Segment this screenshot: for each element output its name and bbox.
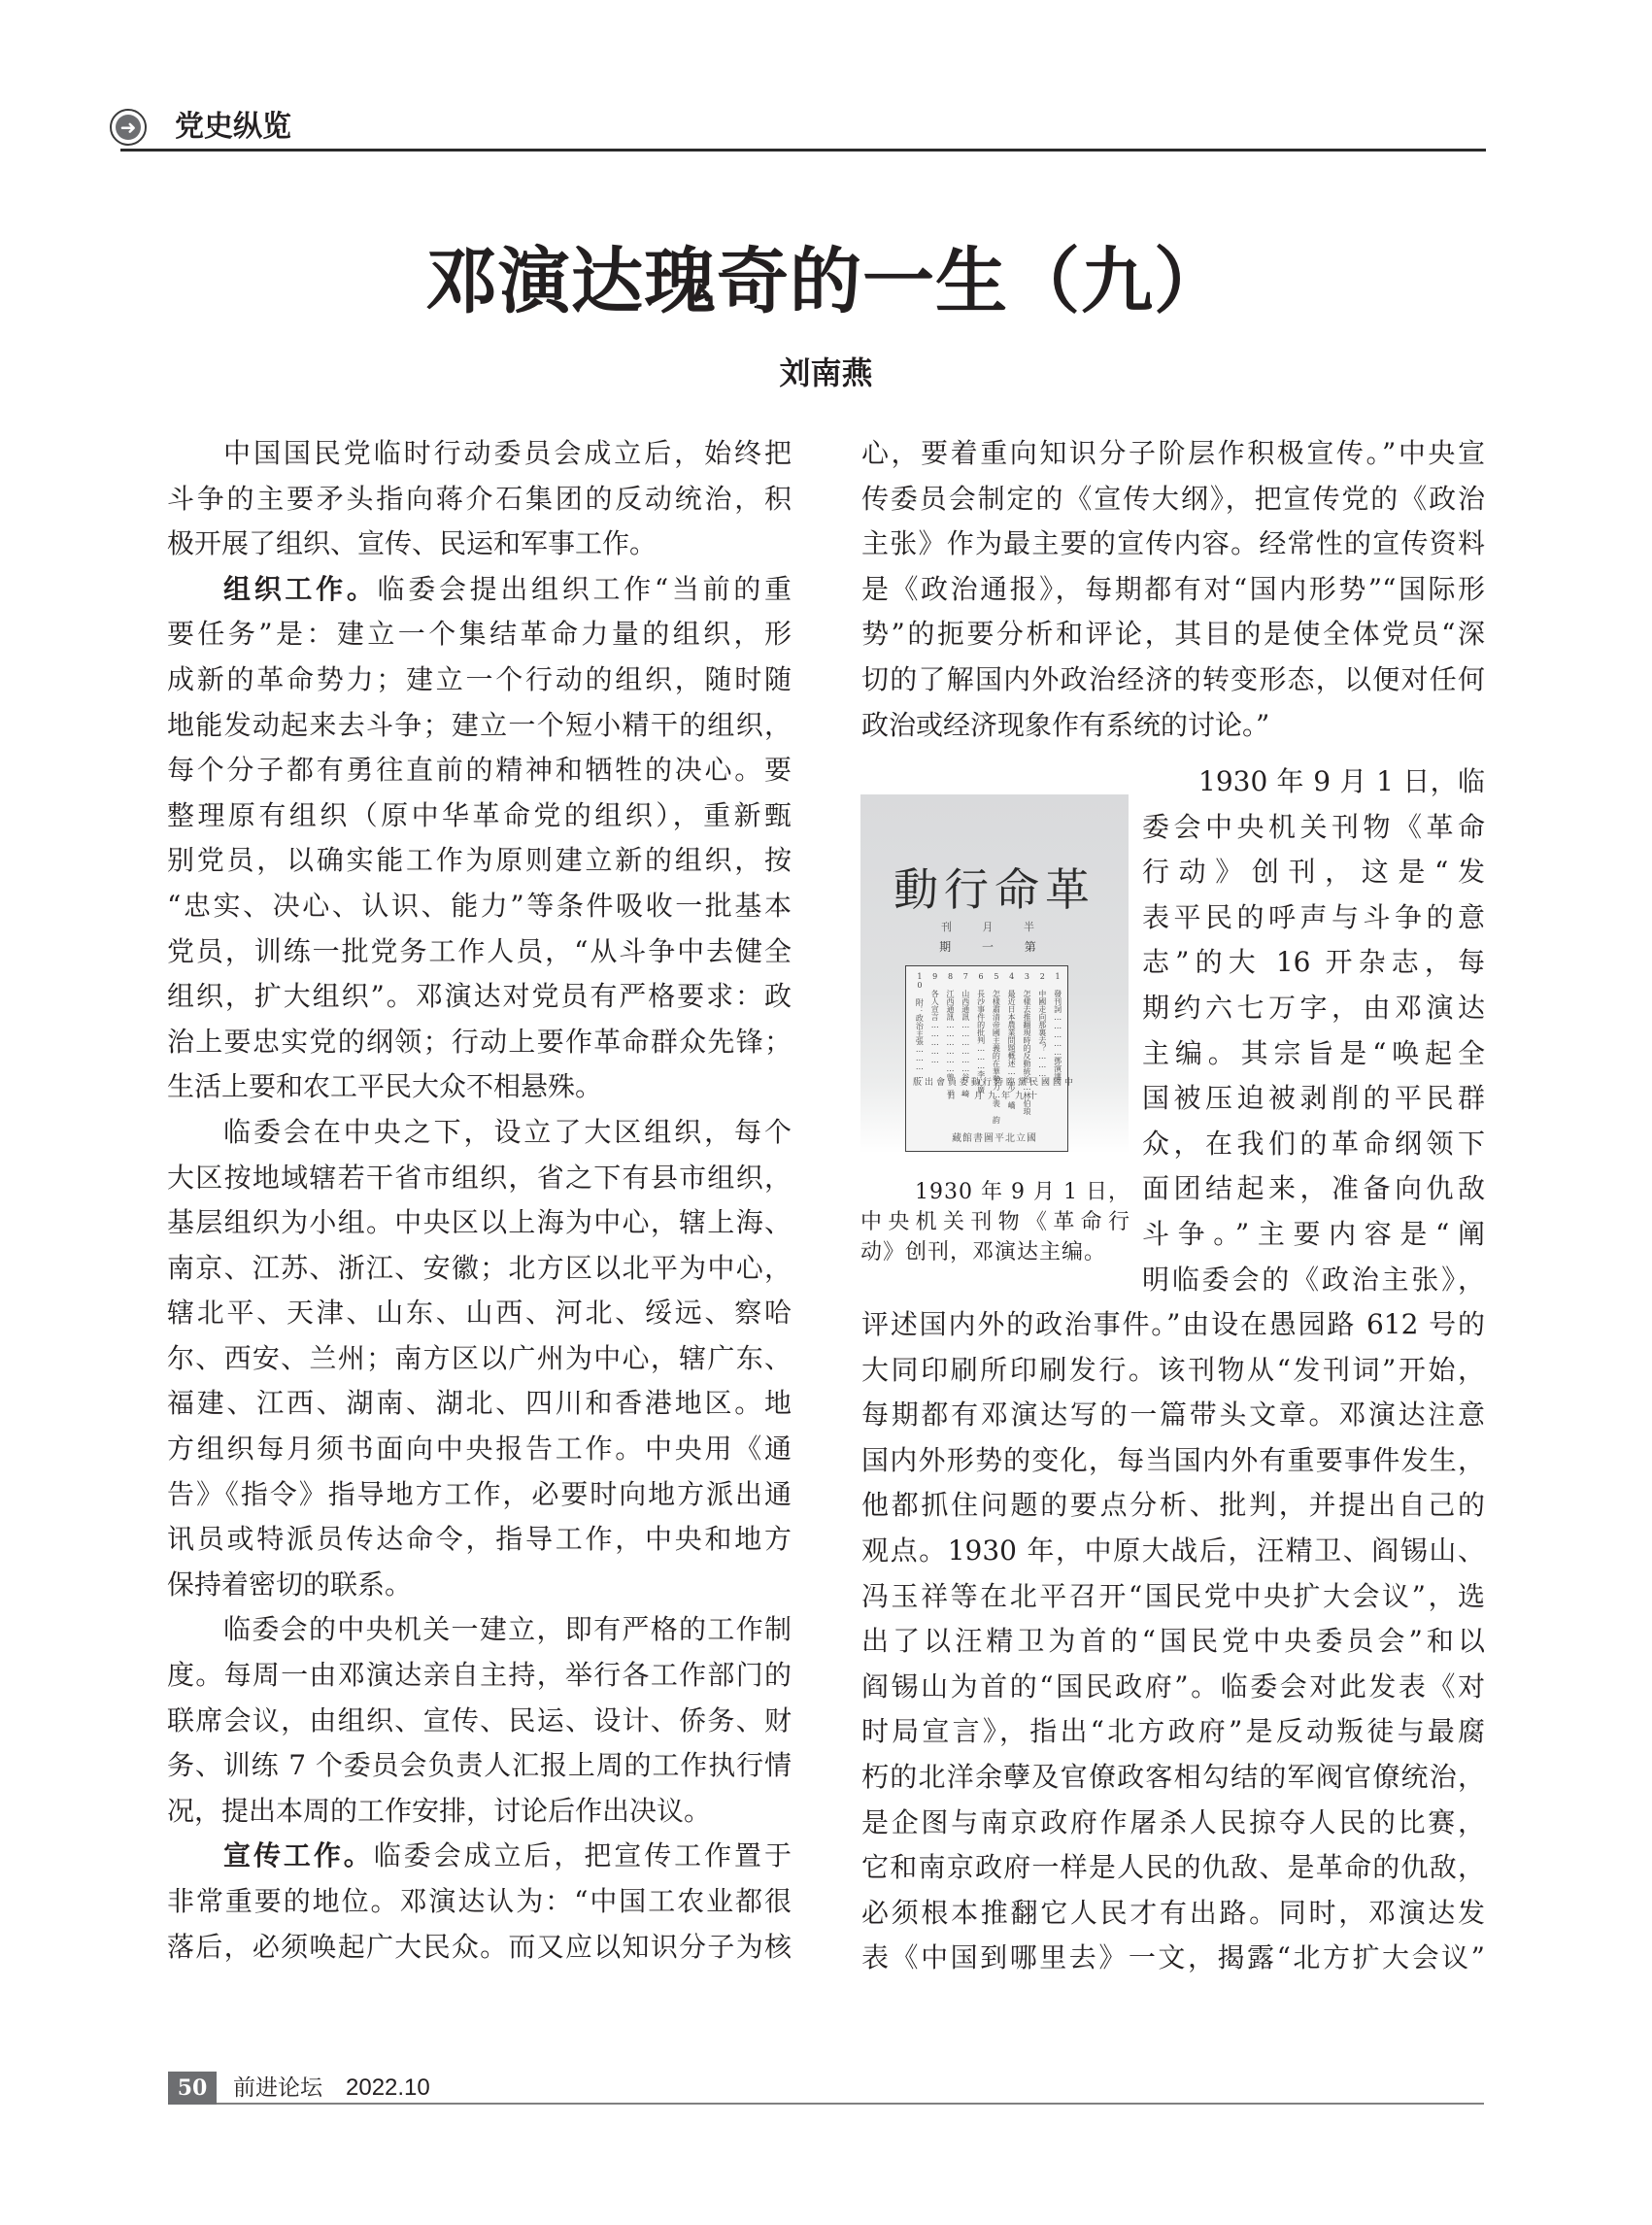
text-line [1142,1166,1485,1212]
text-line [1142,1212,1485,1258]
line-text: 是《政治通报》，每期都有对“国内形势”“国际形 [861,572,1485,605]
cover-toc-entry: 2 中國走向那裏去？……… [1037,972,1047,1078]
cover-table-of-contents [905,965,1068,1152]
line-text: 朽的北洋余孽及官僚政客相勾结的军阀官僚统治， [861,1760,1485,1793]
right-column-beside-figure [1142,759,1485,1302]
line-text: 政治或经济现象作有系统的讨论。” [861,708,1270,741]
line-text: 它和南京政府一样是人民的仇敌、是革命的仇敌， [861,1851,1485,1884]
text-line [861,1709,1485,1755]
cover-toc-entry: 5 怎樣肅清帝國主義的在華勢力…裴 韵 [992,972,1001,1124]
line-text: 国被压迫被剥削的平民群 [1142,1082,1485,1115]
line-text: 生活上要和农工平民大众不相悬殊。 [167,1070,603,1103]
cover-toc-entry: 3 怎樣去推翻現時的反動統治…林伯琅 [1022,972,1031,1115]
line-text: 斗争。”主要内容是“阐 [1142,1217,1485,1250]
text-line [167,793,792,839]
line-text: 基层组织为小组。中央区以上海为中心，辖上海、 [167,1206,792,1239]
line-text: 是企图与南京政府作屠杀人民掠夺人民的比赛， [861,1805,1485,1838]
text-line [167,522,792,567]
text-line [861,522,1485,567]
text-line [167,1064,792,1110]
line-text: 每期都有邓演达写的一篇带头文章。邓演达注意 [861,1399,1485,1432]
line-text: 况，提出本周的工作安排，讨论后作出决议。 [167,1794,712,1827]
text-line [1142,1031,1485,1077]
text-line [861,1483,1485,1529]
library-stamp: 藏館書圖平北立國 [952,1133,1037,1144]
text-line [861,431,1485,477]
line-text: 要任务”是：建立一个集结革命力量的组织，形 [167,618,792,651]
line-text: 成新的革命势力；建立一个行动的组织，随时随 [167,662,792,695]
text-line [861,1936,1485,1981]
line-text: 冯玉祥等在北平召开“国民党中央扩大会议”，选 [861,1579,1485,1612]
line-text: 联席会议，由组织、宣传、民运、设计、侨务、财 [167,1703,792,1736]
text-line [861,1302,1485,1348]
line-text: 1930 年 9 月 1 日，临 [1198,765,1485,797]
text-line [167,1200,792,1246]
line-text: 委会中央机关刊物《革命 [1142,810,1485,843]
text-line [861,1529,1485,1574]
magazine-name: 前进论坛 [233,2075,322,2101]
text-line [167,1563,792,1608]
cover-subtitle: 刊 月 半 [941,921,1048,933]
text-line [167,703,792,749]
cover-publisher: 版出會員委動行時臨黨民國國中 [912,1078,1076,1088]
line-text: 临委会在中央之下，设立了大区组织，每个 [223,1115,792,1148]
line-text: 落后，必须唤起广大民众。而又应以知识分子为核 [167,1930,792,1963]
text-line [167,1020,792,1065]
text-line [167,1381,792,1427]
magazine-cover-photo [860,794,1129,1154]
line-text: 心，要着重向知识分子阶层作积极宣传。”中央宣 [861,437,1485,469]
line-text: 出了以汪精卫为首的“国民党中央委员会”和以 [861,1625,1485,1658]
arrow-glyph: ➜ [116,115,141,140]
line-text: 大同印刷所印刷发行。该刊物从“发刊词”开始， [861,1353,1485,1386]
line-text: 保持着密切的联系。 [167,1568,413,1601]
line-text: 面团结起来，准备向仇敌 [1142,1172,1485,1205]
cover-date: 日一月九年九十 [946,1092,1042,1101]
text-line [167,748,792,793]
text-line [167,1653,792,1699]
cover-publisher-block [860,1076,1129,1103]
line-text: 福建、江西、湖南、湖北、四川和香港地区。地 [167,1387,792,1420]
text-line [861,703,1485,749]
line-text: “忠实、决心、认识、能力”等条件吸收一批基本 [167,889,792,922]
line-text: 明临委会的《政治主张》， [1142,1263,1485,1296]
line-text: 党员，训练一批党务工作人员，“从斗争中去健全 [167,934,792,967]
text-line [167,1517,792,1563]
line-text: 非常重要的地位。邓演达认为：“中国工农业都很 [167,1885,792,1917]
line-text: 阎锡山为首的“国民政府”。临委会对此发表《对 [861,1669,1485,1702]
text-line [861,1801,1485,1846]
figure-caption [860,1177,1130,1267]
line-text: 势”的扼要分析和评论，其目的是使全体党员“深 [861,618,1485,651]
line-text: 斗争的主要矛头指向蒋介石集团的反动统治，积 [167,482,792,515]
section-label: 党史纵览 [175,110,291,144]
cover-toc-entry: 7 山西通訊………………谷 崎 [961,972,970,1097]
text-line [861,1393,1485,1438]
line-text: 主张》作为最主要的宣传内容。经常性的宣传资料 [861,527,1485,560]
article-title: 邓演达瑰奇的一生（九） [425,240,1227,323]
caption-line: 中央机关刊物《革命行 [860,1210,1130,1234]
cover-toc-entry: 10 附：政治主張………… [915,972,925,1080]
line-text: 切的了解国内外政治经济的转变形态，以便对任何 [861,662,1485,695]
text-line [861,1438,1485,1484]
left-column [167,431,792,1970]
text-line [861,1619,1485,1665]
text-line [861,1891,1485,1937]
cover-issue: 期 一 第 [939,940,1050,954]
text-line [167,1925,792,1971]
text-line [1142,805,1485,851]
line-text: 观点。1930 年，中原大战后，汪精卫、阎锡山、 [861,1534,1485,1567]
line-text: 告》《指令》指导地方工作，必要时向地方派出通 [167,1477,792,1510]
text-line [167,1699,792,1744]
text-line [1142,1258,1485,1303]
page-number: 50 [168,2072,217,2105]
right-column-top [861,431,1485,748]
text-line [861,477,1485,523]
text-line [167,1291,792,1336]
cover-title: 動行命革 [893,863,1096,916]
text-line [167,1156,792,1201]
cover-toc-entry: 8 江西通訊………………曾 平 [945,972,955,1097]
line-text: 表《中国到哪里去》一文，揭露“北方扩大会议” [861,1941,1485,1974]
text-line [1142,986,1485,1031]
line-text: 组织，扩大组织”。邓演达对党员有严格要求：政 [167,980,792,1013]
line-text: 南京、江苏、浙江、安徽；北方区以北平为中心， [167,1251,792,1284]
line-text: 整理原有组织（原中华革命党的组织），重新甄 [167,798,792,831]
text-line [167,657,792,703]
text-line [167,567,792,613]
text-line [861,567,1485,613]
text-line [861,1755,1485,1801]
section-heading: 组织工作。 [223,572,378,605]
line-text: 表平民的呼声与斗争的意 [1142,900,1485,933]
text-line [167,1336,792,1382]
article-author: 刘南燕 [779,354,873,391]
text-line [167,612,792,657]
line-text: 他都抓住问题的要点分析、批判，并提出自己的 [861,1489,1485,1522]
text-line [167,1427,792,1472]
text-line [167,1607,792,1653]
text-line [1142,1076,1485,1122]
line-text: 国内外形势的变化，每当国内外有重要事件发生， [861,1443,1485,1476]
right-column-bottom [861,1302,1485,1981]
issue-date: 2022.10 [346,2074,430,2101]
text-line [167,929,792,975]
text-line [167,838,792,884]
line-text: 方组织每月须书面向中央报告工作。中央用《通 [167,1433,792,1466]
cover-toc-entry: 1 發刊詞……………鄧演達 [1053,972,1062,1080]
footer-rule [217,2103,1484,2105]
caption-line: 动》创刊，邓演达主编。 [860,1240,1107,1264]
text-line [167,1789,792,1835]
text-line [861,657,1485,703]
line-text: 期约六七万字，由邓演达 [1142,991,1485,1024]
text-line [861,1665,1485,1710]
line-text: 临委会成立后，把宣传工作置于 [373,1839,792,1872]
line-text: 时局宣言》，指出“北方政府”是反动叛徒与最腐 [861,1715,1485,1748]
text-line [167,1743,792,1789]
line-text: 讯员或特派员传达命令，指导工作，中央和地方 [167,1523,792,1556]
cover-toc-entry: 9 各人宣言…………… [930,972,940,1064]
section-heading: 宣传工作。 [223,1839,374,1872]
line-text: 务、训练 7 个委员会负责人汇报上周的工作执行情 [167,1749,792,1782]
text-line [167,1834,792,1879]
line-text: 临委会的中央机关一建立，即有严格的工作制 [223,1613,792,1646]
text-line [1142,1122,1485,1167]
line-text: 众，在我们的革命纲领下 [1142,1127,1485,1160]
text-line [1142,850,1485,895]
text-line [861,1348,1485,1394]
text-line [167,1246,792,1292]
line-text: 临委会提出组织工作“当前的重 [377,572,792,605]
line-text: 度。每周一由邓演达亲自主持，举行各工作部门的 [167,1659,792,1692]
cover-toc-entry: 6 長沙事件的批判………李心廣 [976,972,986,1094]
text-line [1142,940,1485,986]
line-text: 大区按地域辖若干省市组织，省之下有县市组织， [167,1161,792,1194]
line-text: 志”的大 16 开杂志，每 [1142,946,1485,979]
line-text: 别党员，以确实能工作为原则建立新的组织，按 [167,844,792,877]
text-line [861,612,1485,657]
text-line [167,884,792,929]
text-line [1142,759,1485,805]
line-text: 中国国民党临时行动委员会成立后，始终把 [223,437,792,469]
line-text: 辖北平、天津、山东、山西、河北、绥远、察哈 [167,1297,792,1330]
cover-toc-entry: 4 最近日本農業問題概述……少 嶠 [1007,972,1017,1109]
text-line [167,431,792,477]
text-line [1142,895,1485,941]
text-line [167,1110,792,1156]
line-text: 尔、西安、兰州；南方区以广州为中心，辖广东、 [167,1341,792,1374]
text-line [167,974,792,1020]
header-rule [120,149,1486,152]
text-line [167,1879,792,1925]
text-line [167,1472,792,1518]
line-text: 主编。其宗旨是“唤起全 [1142,1036,1485,1069]
line-text: 极开展了组织、宣传、民运和军事工作。 [167,527,657,560]
text-line [861,1574,1485,1620]
line-text: 地能发动起来去斗争；建立一个短小精干的组织， [167,708,792,741]
text-line [861,1845,1485,1891]
line-text: 必须根本推翻它人民才有出路。同时，邓演达发 [861,1896,1485,1929]
line-text: 行动》创刊，这是“发 [1142,856,1485,889]
line-text: 每个分子都有勇往直前的精神和牺牲的决心。要 [167,754,792,787]
line-text: 评述国内外的政治事件。”由设在愚园路 612 号的 [861,1308,1485,1340]
line-text: 治上要忠实党的纲领；行动上要作革命群众先锋； [167,1025,792,1058]
line-text: 传委员会制定的《宣传大纲》，把宣传党的《政治 [861,482,1485,515]
caption-line: 1930 年 9 月 1 日， [915,1180,1130,1204]
text-line [167,477,792,523]
arrow-right-circle-icon [110,109,147,146]
